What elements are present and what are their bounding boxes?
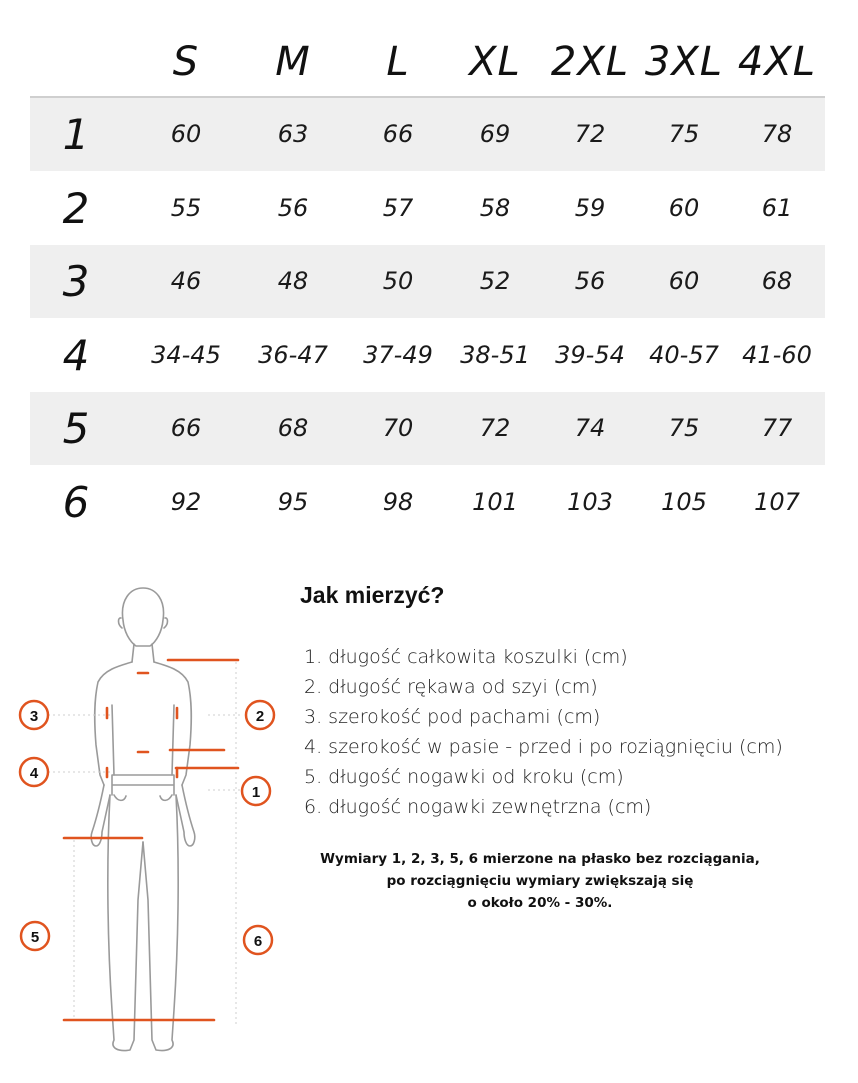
table-cell: 107 (754, 488, 800, 516)
row-number: 2 (62, 184, 90, 233)
size-label-m: M (275, 39, 311, 85)
table-cell: 56 (574, 267, 606, 295)
table-cell: 72 (574, 120, 606, 148)
note-line: o około 20% - 30%. (467, 895, 613, 911)
table-cell: 38-51 (460, 341, 530, 369)
table-cell: 52 (479, 267, 511, 295)
marker-6-label: 6 (253, 933, 263, 950)
table-row (30, 392, 825, 465)
marker-5 (21, 922, 49, 950)
table-cell: 40-57 (649, 341, 719, 369)
marker-1-label: 1 (251, 784, 261, 801)
row-number: 1 (62, 110, 90, 159)
measurement-lines (48, 660, 240, 1025)
table-cell: 60 (170, 120, 202, 148)
table-cell: 70 (382, 414, 414, 442)
table-cell: 56 (277, 194, 309, 222)
table-cell: 68 (761, 267, 793, 295)
table-cell: 61 (761, 194, 793, 222)
size-label-4xl: 4XL (737, 39, 817, 85)
table-cell: 59 (574, 194, 606, 222)
table-cell: 36-47 (258, 341, 328, 369)
table-cell: 34-45 (151, 341, 221, 369)
guide-item: 4. szerokość w pasie - przed i po roziągnięciu (cm) (304, 736, 783, 758)
row-number: 3 (62, 257, 90, 306)
table-cell: 60 (668, 194, 700, 222)
table-cell: 66 (382, 120, 414, 148)
table-row (30, 466, 825, 539)
measurement-note (290, 848, 790, 914)
table-cell: 57 (382, 194, 414, 222)
note-line: Wymiary 1, 2, 3, 5, 6 mierzone na płasko bez rozciągania, (320, 851, 760, 867)
table-cell: 37-49 (363, 341, 433, 369)
table-cell: 60 (668, 267, 700, 295)
table-cell: 50 (382, 267, 414, 295)
table-cell: 55 (170, 194, 202, 222)
body-outline (91, 588, 195, 1051)
marker-6 (244, 926, 272, 954)
table-cell: 72 (479, 414, 511, 442)
marker-3-label: 3 (29, 708, 39, 725)
guide-item: 3. szerokość pod pachami (cm) (304, 706, 601, 728)
table-cell: 68 (277, 414, 309, 442)
table-cell: 77 (761, 414, 793, 442)
table-row (30, 172, 825, 245)
table-cell: 63 (277, 120, 309, 148)
table-row (30, 319, 825, 392)
size-label-l: L (386, 39, 410, 85)
size-label-3xl: 3XL (644, 39, 724, 85)
size-label-s: S (172, 39, 200, 85)
guide-list (304, 642, 783, 822)
note-line: po rozciągnięciu wymiary zwiększają się (386, 873, 694, 889)
size-label-2xl: 2XL (550, 39, 630, 85)
table-cell: 95 (277, 488, 309, 516)
guide-title: Jak mierzyć? (300, 582, 445, 608)
size-label-xl: XL (469, 39, 521, 85)
table-cell: 66 (170, 414, 202, 442)
table-cell: 98 (382, 488, 414, 516)
table-row (30, 245, 825, 318)
table-cell: 92 (170, 488, 202, 516)
guide-item: 1. długość całkowita koszulki (cm) (304, 646, 628, 668)
marker-2 (246, 701, 274, 729)
table-cell: 48 (277, 267, 309, 295)
guide-item: 6. długość nogawki zewnętrzna (cm) (304, 796, 652, 818)
marker-5-label: 5 (30, 929, 40, 946)
table-row (30, 98, 825, 171)
table-cell: 101 (472, 488, 518, 516)
table-cell: 75 (668, 120, 700, 148)
guide-item: 2. długość rękawa od szyi (cm) (304, 676, 598, 698)
table-cell: 105 (661, 488, 707, 516)
table-cell: 74 (574, 414, 606, 442)
marker-4-label: 4 (29, 765, 39, 782)
marker-4 (20, 758, 48, 786)
marker-1 (242, 777, 270, 805)
table-cell: 78 (761, 120, 793, 148)
table-cell: 58 (479, 194, 511, 222)
table-cell: 46 (170, 267, 202, 295)
marker-3 (20, 701, 48, 729)
table-cell: 69 (479, 120, 511, 148)
table-cell: 39-54 (555, 341, 625, 369)
table-cell: 41-60 (742, 341, 812, 369)
measurement-figure (0, 570, 300, 1083)
row-number: 5 (62, 404, 90, 453)
row-number: 6 (62, 478, 90, 527)
guide-item: 5. długość nogawki od kroku (cm) (304, 766, 624, 788)
marker-2-label: 2 (255, 708, 265, 725)
row-number: 4 (62, 331, 90, 380)
table-cell: 103 (567, 488, 613, 516)
size-header-row (0, 30, 858, 94)
table-cell: 75 (668, 414, 700, 442)
